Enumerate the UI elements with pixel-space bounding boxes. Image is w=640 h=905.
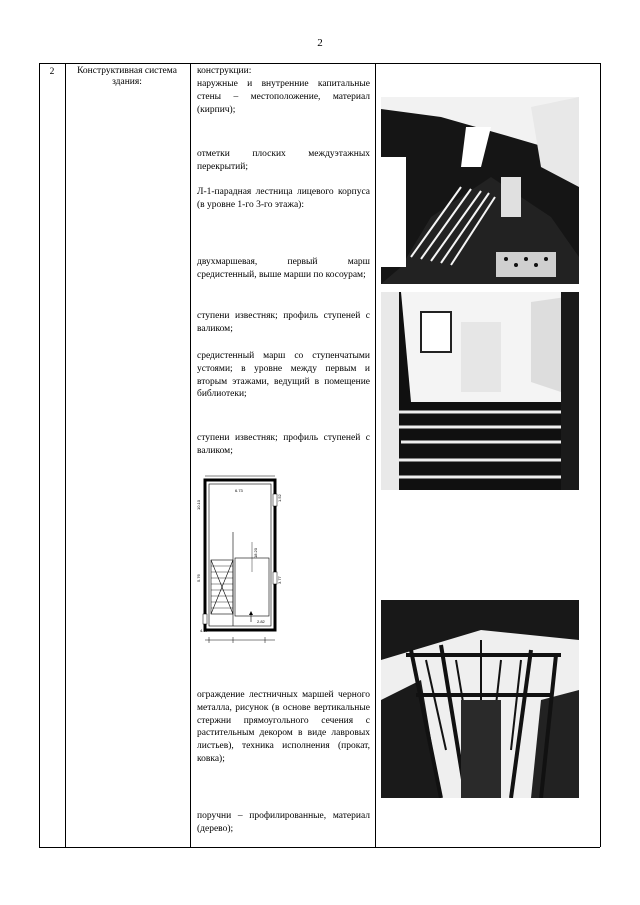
row-name: Конструктивная система здания: (77, 66, 177, 87)
paragraph-4: Л-1-парадная лестница лицевого корпуса (в уровне 1-го 3-го этажа): (197, 187, 370, 210)
paragraph-7: средистенный марш со ступенчатыми устоями; в уровне между первым и вторым этажами, ведущий в помещение библиотеки; (197, 351, 370, 400)
table-divider-2 (190, 63, 191, 847)
plan-label-left-lower: 5.76 (196, 574, 201, 582)
table-divider-1 (65, 63, 66, 847)
row-number: 2 (49, 67, 55, 77)
table-border-right (600, 63, 601, 847)
table-divider-3 (375, 63, 376, 847)
paragraph-5: двухмаршевая, первый марш средистенный, выше марши по косоурам; (197, 257, 370, 280)
staircase-photo-2 (381, 292, 579, 490)
paragraph-10: поручни – профилированные, материал (дерево); (197, 811, 370, 834)
staircase-photo-1 (381, 97, 579, 284)
plan-label-center: 18.20 (253, 547, 258, 558)
table-border-top (39, 63, 600, 64)
plan-label-bottom: 2.82 (257, 619, 265, 624)
plan-label-right-upper: 1.52 (277, 494, 282, 502)
paragraph-6: ступени известняк; профиль ступеней с валиком; (197, 311, 370, 334)
plan-label-left-upper: 10.10 (196, 499, 201, 510)
plan-label-top: 6.73 (235, 488, 243, 493)
paragraph-8: ступени известняк; профиль ступеней с валиком; (197, 433, 370, 456)
plan-label-right-lower: 3.77 (277, 576, 282, 584)
paragraph-2: наружные и внутренние капитальные стены – местоположение, материал (кирпич); (197, 79, 370, 115)
paragraph-1: конструкции: (197, 66, 252, 76)
staircase-floor-plan (195, 472, 295, 650)
railing-photo (381, 600, 579, 798)
table-border-left (39, 63, 40, 847)
paragraph-9: ограждение лестничных маршей черного металла, рисунок (в основе вертикальные стержни прямоугольного сечения с растительным декором в виде лавровых листьев), техника исполнения (прокат, ковка); (197, 690, 370, 764)
paragraph-3: отметки плоских междуэтажных перекрытий; (197, 149, 370, 172)
page-number: 2 (317, 37, 323, 49)
table-border-bottom (39, 847, 600, 848)
plan-label-mid: 4.37 (200, 628, 208, 633)
